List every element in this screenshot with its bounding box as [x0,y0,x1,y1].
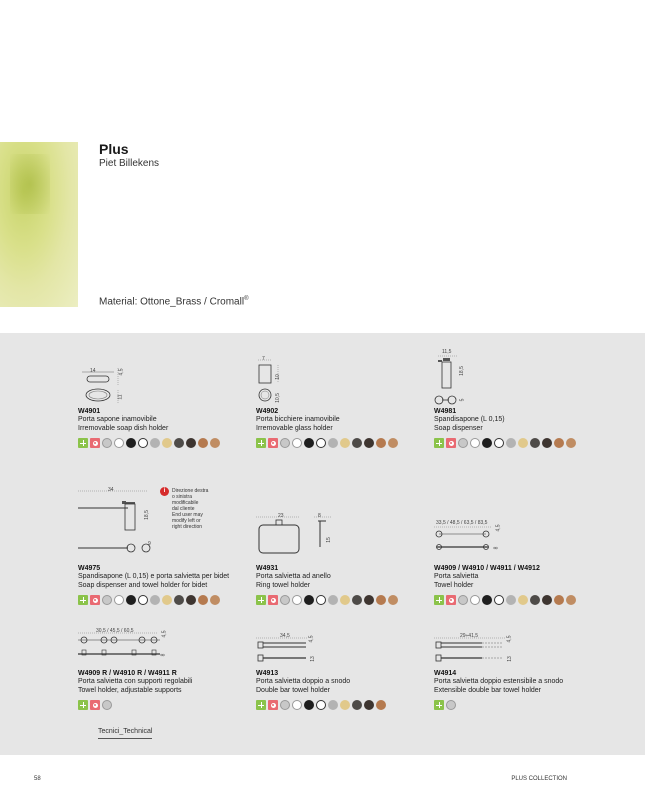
product-w4981 [434,348,609,448]
product-code: W4931 [256,565,279,572]
finish-badge-icon [446,595,456,605]
technical-drawing [78,348,253,406]
dim-depth: 8 [318,513,321,519]
technical-drawing [256,348,431,406]
swatch-rose [388,438,398,448]
product-code: W4913 [256,670,279,677]
swatch-white-outline [316,595,326,605]
dim-depth: 9 [148,541,151,547]
finish-badge-icon [90,700,100,710]
dim-height: 18,5 [458,366,465,376]
finish-swatches [78,700,253,710]
desc-italian: Porta salvietta ad anello [256,573,331,580]
swatch-satin [506,438,516,448]
dim-width: 11,5 [442,349,452,355]
dim-width: 29÷41,5 [460,633,479,639]
swatch-satin [328,595,338,605]
finish-swatches [78,438,253,448]
page-title: Plus [99,141,129,157]
dispenser-towel-drawing [78,487,168,563]
swatch-satin [150,438,160,448]
swatch-black [304,595,314,605]
finish-swatches [434,595,609,605]
swatch-bronze [542,438,552,448]
swatch-bronze [186,595,196,605]
desc-english: Irremovable soap dish holder [78,425,169,432]
double-bar-drawing [256,626,346,668]
swatch-black [126,438,136,448]
desc-english: Towel holder, adjustable supports [78,687,182,694]
swatch-black [126,595,136,605]
dim-height: 10 [274,374,281,380]
soap-dispenser-drawing [434,348,494,406]
swatch-copper [554,595,564,605]
finish-plus-icon [434,595,444,605]
swatch-chrome [280,595,290,605]
dim-width: 14 [90,368,96,374]
soap-dish-drawing [78,348,138,406]
dim-depth: 8 [160,653,167,657]
swatch-chrome [102,595,112,605]
swatch-white [292,700,302,710]
swatch-chrome [458,595,468,605]
swatch-gold [340,595,350,605]
desc-italian: Spandisapone (L 0,15) [434,416,505,423]
product-code: W4902 [256,408,279,415]
product-w4902 [256,348,431,448]
dim-depth: 11 [117,394,124,400]
swatch-gunmetal [530,595,540,605]
swatch-bronze [186,438,196,448]
swatch-gunmetal [352,700,362,710]
desc-english: Soap dispenser [434,425,483,432]
dim-height: 4,5 [161,630,168,638]
finish-swatches [256,438,431,448]
finish-badge-icon [268,438,278,448]
desc-english: Double bar towel holder [256,687,330,694]
swatch-gold [162,595,172,605]
swatch-satin [150,595,160,605]
swatch-gold [518,595,528,605]
desc-italian: Spandisapone (L 0,15) e porta salvietta per bidet [78,573,230,580]
dim-height: 15 [325,537,332,543]
swatch-copper [376,700,386,710]
material-line: Material: Ottone_Brass / Cromall® [99,296,249,308]
swatch-copper [198,438,208,448]
product-w4914 [434,626,609,710]
dim-width: 23 [278,513,284,519]
swatch-gunmetal [352,595,362,605]
technical-link[interactable]: Tecnici_Technical [98,728,152,739]
desc-italian: Porta bicchiere inamovibile [256,416,340,423]
swatch-white-outline [494,438,504,448]
dim-height: 4,5 [308,635,315,643]
direction-note: Direzione destra o sinistra modificabile dal cliente End user may modify left or right direction [172,488,209,530]
swatch-chrome [446,700,456,710]
swatch-rose [210,595,220,605]
swatch-copper [554,438,564,448]
hero-image [0,142,78,307]
swatch-chrome [102,438,112,448]
product-code: W4975 [78,565,101,572]
finish-swatches [256,595,431,605]
swatch-white [292,595,302,605]
swatch-gold [340,700,350,710]
finish-plus-icon [78,700,88,710]
dim-depth: 13 [309,656,316,662]
swatch-white [292,438,302,448]
finish-plus-icon [256,595,266,605]
product-code: W4909 R / W4910 R / W4911 R [78,670,177,677]
swatch-white-outline [316,438,326,448]
dim-width: 7 [262,356,265,362]
technical-drawing [434,626,609,668]
glass-holder-drawing [256,348,316,406]
swatch-white-outline [138,438,148,448]
technical-drawing [256,626,431,668]
swatch-black [304,700,314,710]
swatch-copper [376,595,386,605]
swatch-white [470,438,480,448]
info-icon: i [160,487,169,496]
technical-drawing [434,348,609,406]
dim-depth: 10,5 [274,393,281,403]
swatch-rose [566,595,576,605]
swatch-gold [162,438,172,448]
swatch-black [304,438,314,448]
product-code: W4909 / W4910 / W4911 / W4912 [434,565,540,572]
finish-plus-icon [434,700,444,710]
finish-badge-icon [90,438,100,448]
swatch-white [470,595,480,605]
product-w4909r-w4911r [78,626,253,710]
dim-height: 4,5 [118,368,125,376]
technical-drawing [78,487,253,563]
finish-swatches [256,700,431,710]
swatch-white [114,595,124,605]
technical-drawing [78,626,253,668]
dim-width: 34,5 [280,633,290,639]
dim-height: 4,5 [506,635,513,643]
product-w4909-w4912 [434,487,609,605]
finish-swatches [434,700,609,710]
finish-badge-icon [90,595,100,605]
swatch-white-outline [316,700,326,710]
finish-badge-icon [268,700,278,710]
product-code: W4914 [434,670,457,677]
swatch-rose [388,595,398,605]
swatch-gold [340,438,350,448]
swatch-chrome [280,438,290,448]
finish-plus-icon [256,438,266,448]
dim-widths: 33,5 / 48,5 / 63,5 / 83,5 [436,520,488,526]
desc-english: Soap dispenser and towel holder for bidet [78,582,208,589]
dim-height: 4,5 [495,524,502,532]
registered-mark: ® [244,296,249,302]
technical-drawing [434,487,609,563]
swatch-chrome [102,700,112,710]
product-w4913 [256,626,431,710]
swatch-bronze [364,700,374,710]
swatch-gunmetal [174,595,184,605]
desc-italian: Porta salvietta doppio estensibile a snodo [434,678,564,685]
finish-plus-icon [256,700,266,710]
finish-plus-icon [434,438,444,448]
swatch-white-outline [494,595,504,605]
desc-italian: Porta salvietta [434,573,479,580]
swatch-bronze [542,595,552,605]
finish-badge-icon [268,595,278,605]
finish-plus-icon [78,595,88,605]
swatch-white-outline [138,595,148,605]
swatch-black [482,438,492,448]
swatch-gunmetal [530,438,540,448]
swatch-gold [518,438,528,448]
product-code: W4901 [78,408,101,415]
dim-height: 18,5 [143,510,150,520]
swatch-satin [506,595,516,605]
dim-depth: 5 [459,398,466,402]
swatch-chrome [280,700,290,710]
desc-english: Extensible double bar towel holder [434,687,542,694]
swatch-chrome [458,438,468,448]
swatch-satin [328,438,338,448]
dim-depth: 8 [493,546,500,550]
ring-towel-drawing [256,487,346,563]
swatch-gunmetal [174,438,184,448]
dim-widths: 30,5 / 45,5 / 60,5 [96,628,134,634]
technical-drawing [256,487,431,563]
product-w4931 [256,487,431,605]
dim-depth: 13 [506,656,513,662]
swatch-white [114,438,124,448]
desc-italian: Porta salvietta doppio a snodo [256,678,351,685]
finish-swatches [434,438,609,448]
finish-plus-icon [78,438,88,448]
swatch-bronze [364,595,374,605]
swatch-rose [210,438,220,448]
swatch-black [482,595,492,605]
swatch-copper [198,595,208,605]
swatch-copper [376,438,386,448]
swatch-gunmetal [352,438,362,448]
finish-badge-icon [446,438,456,448]
desc-italian: Porta sapone inamovibile [78,416,157,423]
desc-english: Irremovable glass holder [256,425,333,432]
dim-width: 34 [108,487,114,493]
desc-italian: Porta salvietta con supporti regolabili [78,678,193,685]
swatch-rose [566,438,576,448]
collection-name: PLUS COLLECTION [511,776,567,782]
product-w4901 [78,348,253,448]
swatch-satin [328,700,338,710]
page-number: 58 [34,776,41,782]
desc-english: Towel holder [434,582,474,589]
swatch-bronze [364,438,374,448]
product-code: W4981 [434,408,457,415]
finish-swatches [78,595,253,605]
designer-name: Piet Billekens [99,158,160,169]
product-w4975 [78,487,253,605]
desc-english: Ring towel holder [256,582,311,589]
